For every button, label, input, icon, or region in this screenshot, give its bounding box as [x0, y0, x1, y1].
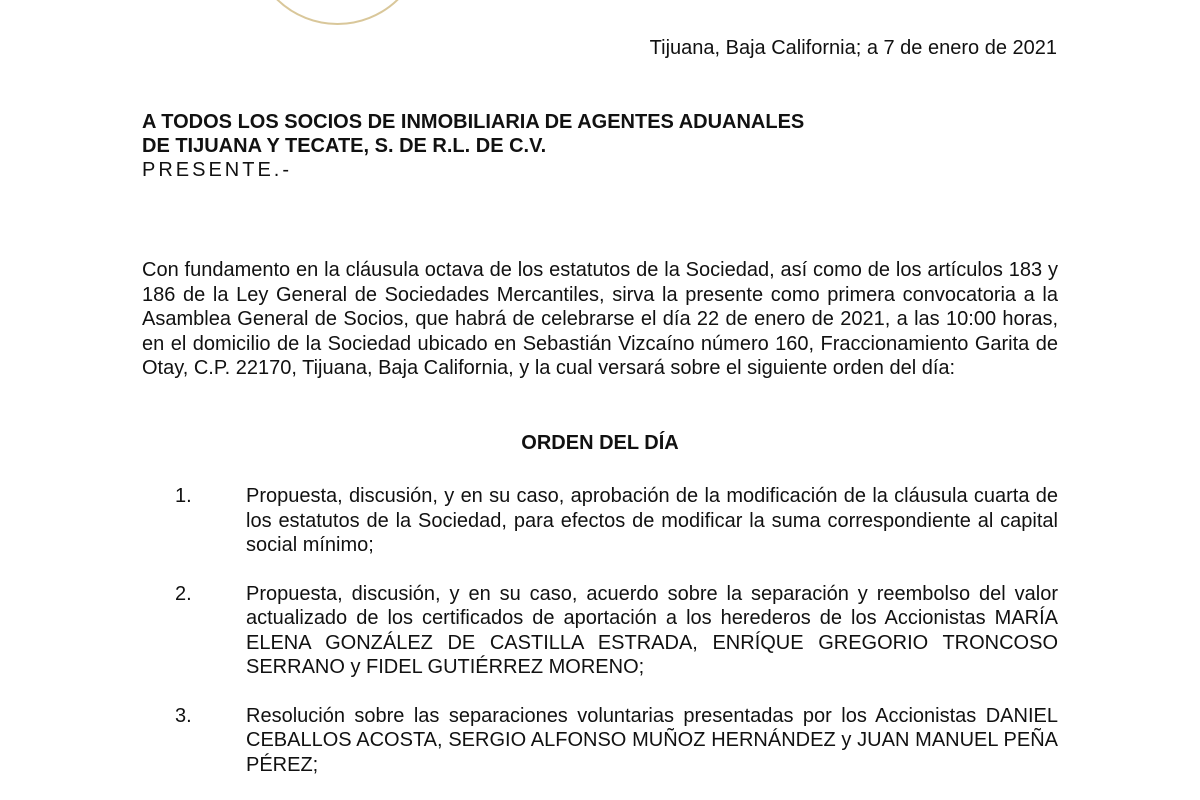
agenda-title: ORDEN DEL DÍA	[521, 432, 679, 454]
agenda-item-text: Resolución sobre las separaciones voluntarias presentadas por los Accionistas DANIEL CEBALLOS ACOSTA, SERGIO ALFONSO MUÑOZ HERNÁNDEZ y JUAN MANUEL PEÑA PÉREZ;	[246, 704, 1058, 776]
addressee-block	[142, 110, 1058, 182]
date-line: Tijuana, Baja California; a 7 de enero de 2021	[649, 37, 1057, 59]
agenda-item-number: 2.	[175, 582, 192, 605]
agenda-item-text: Propuesta, discusión, y en su caso, acuerdo sobre la separación y reembolso del valor actualizado de los certificados de aportación a los herederos de los Accionistas MARÍA ELENA GONZÁLEZ DE CASTILLA ESTRADA, ENRÍQUE GREGORIO TRONCOSO SERRANO y FIDEL GUTIÉRREZ MORENO;	[246, 582, 1058, 678]
agenda-item	[142, 484, 1058, 558]
agenda-item	[142, 582, 1058, 680]
agenda-item-number: 3.	[175, 704, 192, 727]
seal-ring-icon	[250, 0, 425, 25]
presente-line: PRESENTE.-	[142, 159, 293, 181]
addressee-line-2: DE TIJUANA Y TECATE, S. DE R.L. DE C.V.	[142, 135, 547, 157]
intro-paragraph: Con fundamento en la cláusula octava de los estatutos de la Sociedad, así como de los artículos 183 y 186 de la Ley General de Sociedades Mercantiles, sirva la presente como primera convocatoria a la Asamblea General de Socios, que habrá de celebrarse el día 22 de enero de 2021, a las 10:00 horas, en el domicilio de la Sociedad ubicado en Sebastián Vizcaíno número 160, Fraccionamiento Garita de Otay, C.P. 22170, Tijuana, Baja California, y la cual versará sobre el siguiente orden del día:	[142, 259, 1058, 379]
agenda-item-text: Propuesta, discusión, y en su caso, aprobación de la modificación de la cláusula cuarta de los estatutos de la Sociedad, para efectos de modificar la suma correspondiente al capital social mínimo;	[246, 485, 1058, 556]
agenda-list	[142, 484, 1058, 800]
agenda-item-number: 1.	[175, 485, 192, 507]
agenda-item	[142, 704, 1058, 778]
addressee-line-1: A TODOS LOS SOCIOS DE INMOBILIARIA DE AGENTES ADUANALES	[142, 111, 805, 133]
